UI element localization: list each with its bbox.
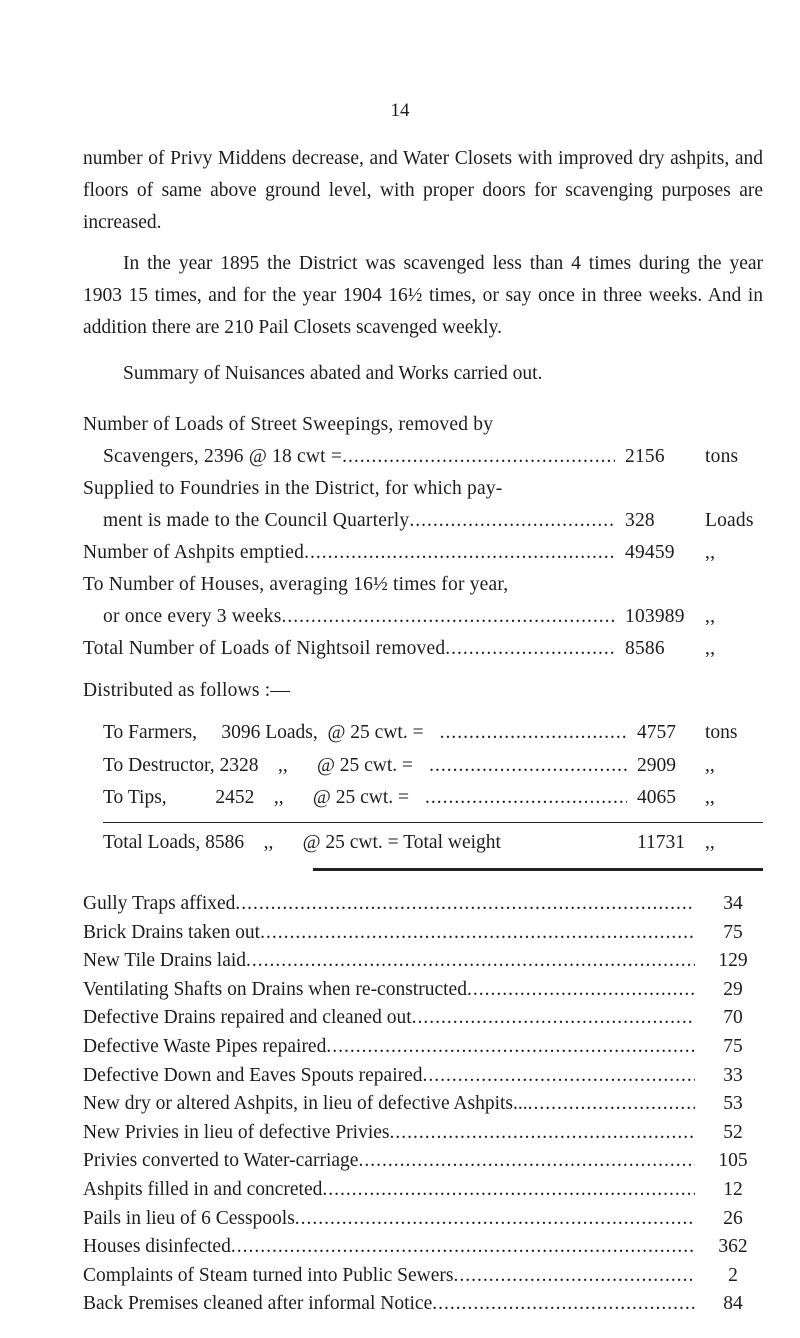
- entry-label-continued: ment is made to the Council Quarterly: [103, 510, 410, 531]
- works-label: New Tile Drains laid: [83, 950, 247, 972]
- dot-leader: [467, 976, 695, 1005]
- works-label: Ventilating Shafts on Drains when re-constructed: [83, 978, 467, 1000]
- distribution-unit: ,,: [705, 755, 715, 776]
- works-label: Privies converted to Water-carriage: [83, 1150, 359, 1172]
- distribution-farmers: [103, 717, 763, 749]
- dot-leader: [423, 1062, 695, 1091]
- dot-leader: [424, 717, 627, 749]
- works-value: 33: [723, 1064, 743, 1086]
- entry-nightsoil: [83, 633, 763, 665]
- works-value: 12: [723, 1178, 743, 1200]
- dot-leader: [246, 947, 695, 976]
- entry-label: Total Number of Loads of Nightsoil removed: [83, 638, 446, 659]
- dot-leader: [322, 1176, 695, 1205]
- works-list: [83, 890, 763, 1319]
- entry-label-continued: Scavengers, 2396 @ 18 cwt =: [103, 446, 343, 467]
- distribution-unit: tons: [705, 722, 738, 743]
- works-label: New dry or altered Ashpits, in lieu of defective Ashpits...: [83, 1093, 528, 1115]
- distribution-value: 4757: [637, 722, 676, 743]
- works-label: Defective Down and Eaves Spouts repaired: [83, 1064, 423, 1086]
- works-row: [83, 1033, 763, 1062]
- entry-label: Number of Ashpits emptied: [83, 542, 305, 563]
- distribution-label: To Tips, 2452 ,, @ 25 cwt. =: [103, 787, 410, 808]
- total-unit: ,,: [705, 832, 715, 853]
- entry-foundries: [83, 473, 763, 537]
- works-label: Defective Drains repaired and cleaned out: [83, 1007, 412, 1029]
- works-row: [83, 1119, 763, 1148]
- works-row: [83, 1004, 763, 1033]
- works-value: 26: [723, 1207, 743, 1229]
- entry-street-sweepings: [83, 409, 763, 473]
- entry-label-continued: or once every 3 weeks: [103, 606, 282, 627]
- dot-leader: [412, 1004, 695, 1033]
- works-label: Gully Traps affixed: [83, 893, 236, 914]
- works-value: 70: [723, 1007, 743, 1029]
- works-value: 29: [723, 978, 743, 1000]
- works-row: [83, 1262, 763, 1291]
- entry-label: Supplied to Foundries in the District, for which pay-: [83, 478, 503, 499]
- entry-unit: Loads: [705, 510, 754, 531]
- works-row: [83, 1290, 763, 1319]
- dot-leader: [295, 1205, 695, 1234]
- distribution-label: To Farmers, 3096 Loads, @ 25 cwt. =: [103, 722, 424, 743]
- works-value: 75: [723, 921, 743, 943]
- entry-unit: ,,: [705, 542, 716, 563]
- dot-leader: [528, 1090, 695, 1119]
- works-row: [83, 1205, 763, 1234]
- works-label: Complaints of Steam turned into Public Sewers: [83, 1264, 454, 1286]
- total-label: Total Loads, 8586 ,, @ 25 cwt. = Total weight: [103, 832, 501, 853]
- works-value: 362: [718, 1236, 748, 1258]
- distribution-tips: [103, 782, 763, 814]
- works-row: [83, 976, 763, 1005]
- entry-value: 2156: [625, 446, 665, 467]
- works-row: [83, 1233, 763, 1262]
- works-row: [83, 890, 763, 919]
- works-label: Houses disinfected: [83, 1236, 231, 1258]
- page-number: 14: [390, 100, 410, 121]
- distribution-label: To Destructor, 2328 ,, @ 25 cwt. =: [103, 755, 414, 776]
- distribution-unit: ,,: [705, 787, 715, 808]
- dot-leader: [409, 505, 615, 537]
- total-rule: [103, 822, 763, 823]
- dot-leader: [358, 1147, 695, 1176]
- dot-leader: [326, 1033, 695, 1062]
- dot-leader: [342, 441, 615, 473]
- distribution-destructor: [103, 750, 763, 782]
- distributed-heading: [83, 675, 763, 707]
- works-value: 2: [728, 1264, 738, 1286]
- dot-leader: [235, 890, 695, 919]
- total-value: 11731: [637, 832, 686, 853]
- entry-unit: ,,: [705, 606, 716, 627]
- dot-leader: [409, 782, 627, 814]
- dot-leader: [231, 1233, 695, 1262]
- entry-ashpits-emptied: [83, 537, 763, 569]
- dot-leader: [304, 537, 615, 569]
- dot-leader: [432, 1290, 695, 1319]
- entry-value: 103989: [625, 606, 685, 627]
- entry-label: Number of Loads of Street Sweepings, removed by: [83, 414, 494, 435]
- works-value: 53: [723, 1093, 743, 1115]
- works-row: [83, 1176, 763, 1205]
- works-label: Defective Waste Pipes repaired: [83, 1035, 327, 1057]
- entry-value: 328: [625, 510, 655, 531]
- works-value: 34: [723, 893, 743, 914]
- works-value: 129: [718, 950, 748, 972]
- distribution-value: 2909: [637, 755, 676, 776]
- works-row: [83, 1062, 763, 1091]
- works-label: Brick Drains taken out: [83, 921, 261, 943]
- works-row: [83, 1147, 763, 1176]
- dot-leader: [453, 1262, 695, 1291]
- dot-leader: [445, 633, 615, 665]
- works-value: 75: [723, 1035, 743, 1057]
- works-row: [83, 1090, 763, 1119]
- works-label: Ashpits filled in and concreted: [83, 1178, 323, 1200]
- works-row: [83, 919, 763, 948]
- summary-heading: Summary of Nuisances abated and Works carried out.: [123, 363, 543, 384]
- entry-value: 8586: [625, 638, 665, 659]
- dot-leader: [390, 1119, 695, 1148]
- distributed-heading-text: Distributed as follows :—: [83, 680, 291, 701]
- works-row: [83, 947, 763, 976]
- paragraph-scavenging-frequency: In the year 1895 the District was scavenged less than 4 times during the year 1903 15 times, and for the year 1904 16½ times, or say once in three weeks. And in addition there are 210 Pail Closets scavenged weekly.: [83, 253, 763, 338]
- entry-label: To Number of Houses, averaging 16½ times for year,: [83, 574, 509, 595]
- entry-unit: tons: [705, 446, 739, 467]
- dot-leader: [282, 601, 615, 633]
- works-label: New Privies in lieu of defective Privies: [83, 1121, 390, 1143]
- works-value: 105: [718, 1150, 748, 1172]
- dot-leader: [260, 919, 695, 948]
- works-value: 52: [723, 1121, 743, 1143]
- dot-leader: [413, 750, 627, 782]
- works-value: 84: [723, 1293, 743, 1315]
- entry-houses: [83, 569, 763, 633]
- entry-value: 49459: [625, 542, 675, 563]
- works-label: Pails in lieu of 6 Cesspools: [83, 1207, 295, 1229]
- paragraph-privy-middens: number of Privy Middens decrease, and Water Closets with improved dry ashpits, and floors of same above ground level, with proper doors for scavenging purposes are increased.: [83, 148, 763, 233]
- entry-unit: ,,: [705, 638, 716, 659]
- double-rule: [313, 868, 763, 871]
- distribution-value: 4065: [637, 787, 676, 808]
- works-label: Back Premises cleaned after informal Notice: [83, 1293, 433, 1315]
- total-loads: [103, 827, 763, 859]
